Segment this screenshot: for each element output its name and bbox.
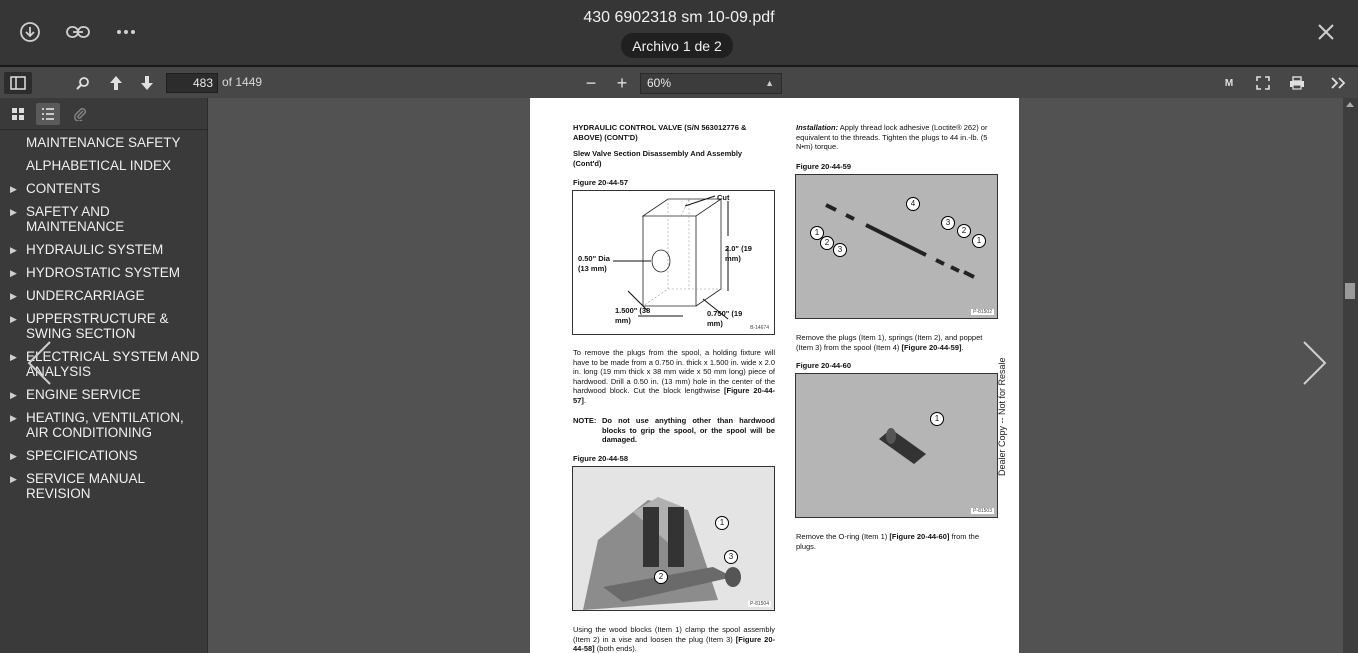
- paragraph: To remove the plugs from the spool, a holding fixture will have to be made from a 0.750 in. thick x 1.500 in. wide x 2.0 in. long (19 mm thick x 38 mm wide x 50 mm long) piece of hardwood. Drill a 0.50 in. (13 mm) hole in the center of the hardwood block. Cut the block lengthwise [Figure 20-44-57].: [573, 348, 775, 405]
- thumbnails-icon[interactable]: [6, 103, 30, 125]
- depth-label: 0.750" (19 mm): [707, 309, 743, 328]
- outline-item[interactable]: ▶ SAFETY AND MAINTENANCE: [10, 204, 125, 234]
- expand-triangle-icon[interactable]: ▶: [10, 390, 17, 400]
- expand-triangle-icon[interactable]: ▶: [10, 352, 17, 362]
- figure-plug-photo: [795, 373, 998, 518]
- expand-triangle-icon[interactable]: ▶: [10, 268, 17, 278]
- next-file-icon[interactable]: [1302, 340, 1328, 394]
- callout: 2: [957, 224, 971, 238]
- presentation-mode-button[interactable]: M: [1224, 77, 1234, 89]
- section-subheading: Slew Valve Section Disassembly And Assembly (Cont'd): [573, 149, 743, 168]
- previous-file-icon[interactable]: [26, 340, 52, 394]
- total-pages-label: of 1449: [222, 75, 263, 89]
- outline-item[interactable]: MAINTENANCE SAFETY: [26, 135, 181, 150]
- outline-item[interactable]: ▶ SERVICE MANUAL REVISION: [10, 471, 145, 501]
- vertical-scrollbar[interactable]: [1343, 98, 1358, 653]
- outline-item[interactable]: ALPHABETICAL INDEX: [26, 158, 172, 173]
- section-heading: HYDRAULIC CONTROL VALVE (S/N 563012776 & ABOVE) (CONT'D): [573, 123, 747, 142]
- cut-label: Cut: [717, 193, 730, 202]
- expand-triangle-icon[interactable]: ▶: [10, 413, 17, 423]
- fullscreen-icon[interactable]: [1254, 73, 1272, 93]
- document-outline: [0, 130, 207, 501]
- figure-block-diagram: [572, 190, 775, 335]
- plug-drawing: [796, 374, 997, 517]
- zoom-out-icon[interactable]: −: [585, 72, 597, 93]
- search-icon[interactable]: [74, 73, 92, 93]
- scroll-up-icon[interactable]: [1346, 102, 1354, 107]
- scrollbar-thumb[interactable]: [1345, 283, 1355, 299]
- outline-item[interactable]: ▶ HYDRAULIC SYSTEM: [10, 242, 164, 257]
- figure-id: P-81503: [973, 508, 992, 514]
- figure-id: B-14674: [750, 325, 769, 331]
- note-label: NOTE:: [573, 416, 597, 425]
- callout: 1: [715, 516, 729, 530]
- outline-item[interactable]: ▶ UNDERCARRIAGE: [10, 288, 145, 303]
- expand-triangle-icon[interactable]: ▶: [10, 207, 17, 217]
- width-label: 1.500" (38 mm): [615, 306, 651, 325]
- attachments-icon[interactable]: [68, 103, 92, 125]
- callout: 2: [820, 236, 834, 250]
- figure-label: Figure 20-44-59: [796, 162, 852, 171]
- figure-vise-photo: [572, 466, 775, 611]
- close-icon[interactable]: [1314, 20, 1338, 44]
- figure-label: Figure 20-44-58: [573, 454, 629, 463]
- print-icon[interactable]: [1288, 73, 1306, 93]
- sidebar-toggle-icon[interactable]: [4, 72, 32, 94]
- expand-triangle-icon[interactable]: ▶: [10, 314, 17, 324]
- diameter-label: 0.50" Dia (13 mm): [578, 254, 610, 273]
- zoom-select[interactable]: [640, 73, 782, 94]
- paragraph: Using the wood blocks (Item 1) clamp the spool assembly (Item 2) in a vise and loosen the plug (Item 3) [Figure 20-44-58] (both ends).: [573, 625, 775, 653]
- expand-triangle-icon[interactable]: ▶: [10, 291, 17, 301]
- outline-item[interactable]: ▶ ELECTRICAL SYSTEM AND ANALYSIS: [10, 349, 200, 379]
- zoom-in-icon[interactable]: +: [616, 72, 628, 93]
- figure-label: Figure 20-44-60: [796, 361, 852, 370]
- expand-triangle-icon[interactable]: ▶: [10, 184, 17, 194]
- callout: 1: [810, 226, 824, 240]
- figure-spool-parts-photo: [795, 174, 998, 319]
- pdf-page: [530, 98, 1019, 653]
- paragraph: Remove the O-ring (Item 1) [Figure 20-44-60] from the plugs.: [796, 532, 980, 551]
- vise-photo-drawing: [573, 467, 774, 610]
- watermark-text: Dealer Copy -- Not for Resale: [997, 357, 1007, 476]
- outline-icon[interactable]: [36, 103, 60, 125]
- outline-item[interactable]: ▶ HEATING, VENTILATION, AIR CONDITIONING: [10, 410, 184, 440]
- chevron-updown-icon: ▲: [765, 78, 774, 88]
- file-counter: Archivo 1 de 2: [621, 33, 733, 58]
- outline-item[interactable]: ▶ UPPERSTRUCTURE & SWING SECTION: [10, 311, 169, 341]
- previous-page-icon[interactable]: [107, 73, 125, 93]
- expand-triangle-icon[interactable]: ▶: [10, 245, 17, 255]
- paragraph: Installation: Apply thread lock adhesive (Loctite® 262) or equivalent to the threads. Tighten the plugs to 44 in.-lb. (5 N•m) torque.: [796, 123, 988, 151]
- callout: 4: [906, 197, 920, 211]
- figure-id: P-81504: [750, 601, 769, 607]
- outline-item[interactable]: ▶ ENGINE SERVICE: [10, 387, 141, 402]
- more-tools-icon[interactable]: [1329, 73, 1347, 93]
- expand-triangle-icon[interactable]: ▶: [10, 451, 17, 461]
- paragraph: Remove the plugs (Item 1), springs (Item 2), and poppet (Item 3) from the spool (Item 4) [Figure 20-44-59].: [796, 333, 983, 352]
- outline-item[interactable]: ▶ HYDROSTATIC SYSTEM: [10, 265, 181, 280]
- viewer-title-bar: [0, 0, 1358, 65]
- note-text: Do not use anything other than hardwood blocks to grip the spool, or the spool will be damaged.: [602, 416, 775, 444]
- outline-item[interactable]: ▶ SPECIFICATIONS: [10, 448, 138, 463]
- document-title: 430 6902318 sm 10-09.pdf: [583, 9, 775, 26]
- height-label: 2.0" (19 mm): [725, 244, 752, 263]
- callout: 3: [724, 550, 738, 564]
- document-viewer[interactable]: [208, 98, 1343, 653]
- zoom-value: 60%: [647, 76, 672, 90]
- expand-triangle-icon[interactable]: ▶: [10, 474, 17, 484]
- callout: 1: [930, 412, 944, 426]
- sidebar-tabs: [0, 98, 207, 130]
- figure-id: P-81502: [973, 309, 992, 315]
- pdf-toolbar: [0, 65, 1358, 98]
- next-page-icon[interactable]: [138, 73, 156, 93]
- callout: 2: [654, 570, 668, 584]
- outline-item[interactable]: ▶ CONTENTS: [10, 181, 101, 196]
- callout: 3: [941, 216, 955, 230]
- figure-label: Figure 20-44-57: [573, 178, 629, 187]
- callout: 1: [972, 234, 986, 248]
- page-number-input[interactable]: 483: [166, 73, 218, 93]
- callout: 3: [833, 243, 847, 257]
